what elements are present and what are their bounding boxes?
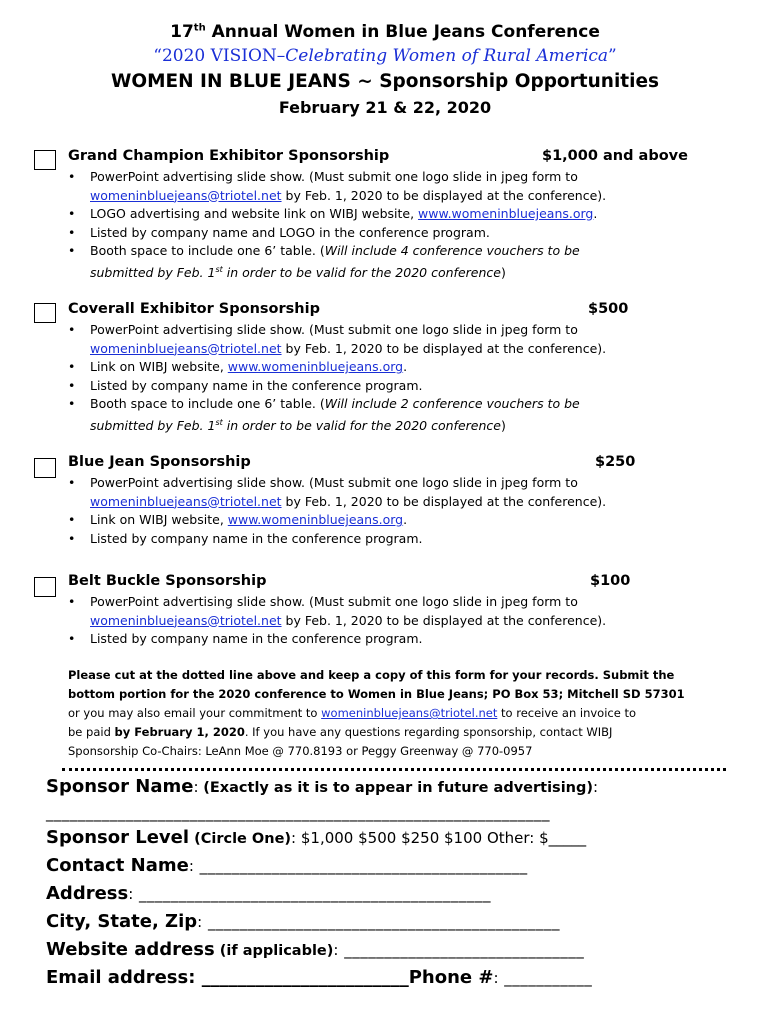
sponsor-name-field[interactable]: _______________________________________________________________ (46, 804, 550, 822)
list-item: • Listed by company name in the conference program. (68, 377, 748, 396)
list-item: submitted by Feb. 1st in order to be valid for the 2020 conference) (90, 264, 506, 280)
sponsor-name-row: Sponsor Name: (Exactly as it is to appear in future advertising): (46, 776, 599, 797)
email-link[interactable]: womeninbluejeans@triotel.net (90, 340, 282, 356)
vision-subtitle: “2020 VISION–Celebrating Women of Rural America” (153, 46, 617, 66)
list-item: womeninbluejeans@triotel.net by Feb. 1, 2020 to be displayed at the conference). (90, 612, 607, 628)
coverall-checkbox[interactable] (34, 303, 56, 323)
list-item: • Booth space to include one 6’ table. (Will include 4 conference vouchers to be (68, 242, 748, 261)
email-link[interactable]: womeninbluejeans@triotel.net (90, 493, 282, 509)
list-item: • Booth space to include one 6’ table. (Will include 2 conference vouchers to be (68, 395, 748, 414)
list-item: submitted by Feb. 1st in order to be valid for the 2020 conference) (90, 417, 506, 433)
contact-name-field[interactable]: : _________________________________________ (188, 857, 528, 875)
list-item: • PowerPoint advertising slide show. (Must submit one logo slide in jpeg form to (68, 474, 748, 493)
email-link[interactable]: womeninbluejeans@triotel.net (321, 706, 498, 720)
website-field[interactable]: : ______________________________ (333, 941, 585, 959)
contact-name-row: Contact Name: _________________________________________ (46, 855, 528, 876)
benefits-list (68, 321, 748, 435)
section-price: $1,000 and above (542, 148, 688, 164)
website-link[interactable]: www.womeninbluejeans.org (418, 206, 594, 221)
city-state-zip-field[interactable]: : ____________________________________________ (197, 913, 560, 931)
sponsor-level-row: Sponsor Level (Circle One): $1,000 $500 $250 $100 Other: $_____ (46, 827, 587, 848)
section-price: $500 (588, 301, 629, 317)
website-link[interactable]: www.womeninbluejeans.org (227, 512, 404, 527)
list-item: • Link on WIBJ website, www.womeninbluejeans.org. (68, 358, 748, 377)
list-item: • PowerPoint advertising slide show. (Must submit one logo slide in jpeg form to (68, 168, 748, 187)
email-phone-row: Email address: _______________________Phone #: ___________ (46, 967, 593, 988)
submission-instructions: Please cut at the dotted line above and keep a copy of this form for your records. Submit the bottom portion for the 2020 conference to Women in Blue Jeans; PO Box 53; Mitchell SD 57301 or you may also email your commitment to womeninbluejeans@triotel.net to receive an invoice to be paid by February 1, 2020. If you have any questions regarding sponsorship, contact WIBJ Sponsorship Co-Chairs: LeAnn Moe @ 770.8193 or Peggy Greenway @ 770-0957 (68, 668, 685, 758)
grand-champion-checkbox[interactable] (34, 150, 56, 170)
phone-field[interactable]: : ___________ (493, 969, 593, 987)
list-item: • Listed by company name and LOGO in the conference program. (68, 224, 748, 243)
city-state-zip-row: City, State, Zip: ____________________________________________ (46, 911, 560, 932)
list-item: • Listed by company name in the conference program. (68, 630, 748, 649)
page-title: WOMEN IN BLUE JEANS ~ Sponsorship Opportunities (110, 71, 660, 92)
conference-dates: February 21 & 22, 2020 (278, 98, 492, 117)
section-title: Blue Jean Sponsorship (68, 454, 251, 470)
email-link[interactable]: womeninbluejeans@triotel.net (90, 612, 282, 628)
section-price: $250 (595, 454, 636, 470)
section-price: $100 (590, 573, 631, 589)
section-title: Grand Champion Exhibitor Sponsorship (68, 148, 390, 164)
list-item: womeninbluejeans@triotel.net by Feb. 1, 2020 to be displayed at the conference). (90, 187, 607, 203)
address-row: Address: ____________________________________________ (46, 883, 492, 904)
section-title: Belt Buckle Sponsorship (68, 573, 267, 589)
email-field[interactable]: _______________________ (201, 967, 409, 988)
conference-title: 17th Annual Women in Blue Jeans Conference (170, 22, 600, 42)
benefits-list (68, 593, 748, 649)
blue-jean-checkbox[interactable] (34, 458, 56, 478)
list-item: womeninbluejeans@triotel.net by Feb. 1, 2020 to be displayed at the conference). (90, 493, 607, 509)
website-row: Website address (if applicable): ______________________________ (46, 939, 585, 960)
benefits-list (68, 168, 748, 282)
belt-buckle-checkbox[interactable] (34, 577, 56, 597)
list-item: • LOGO advertising and website link on WIBJ website, www.womeninbluejeans.org. (68, 205, 748, 224)
cut-line-divider (62, 768, 726, 771)
list-item: • Listed by company name in the conference program. (68, 530, 748, 549)
section-title: Coverall Exhibitor Sponsorship (68, 301, 320, 317)
list-item: • PowerPoint advertising slide show. (Must submit one logo slide in jpeg form to (68, 321, 748, 340)
list-item: • Link on WIBJ website, www.womeninbluejeans.org. (68, 511, 748, 530)
address-field[interactable]: : ____________________________________________ (128, 885, 492, 903)
list-item: womeninbluejeans@triotel.net by Feb. 1, 2020 to be displayed at the conference). (90, 340, 607, 356)
list-item: • PowerPoint advertising slide show. (Must submit one logo slide in jpeg form to (68, 593, 748, 612)
benefits-list (68, 474, 748, 548)
email-link[interactable]: womeninbluejeans@triotel.net (90, 187, 282, 203)
website-link[interactable]: www.womeninbluejeans.org (227, 359, 404, 374)
sponsor-level-options[interactable]: : $1,000 $500 $250 $100 Other: $_____ (291, 829, 587, 847)
